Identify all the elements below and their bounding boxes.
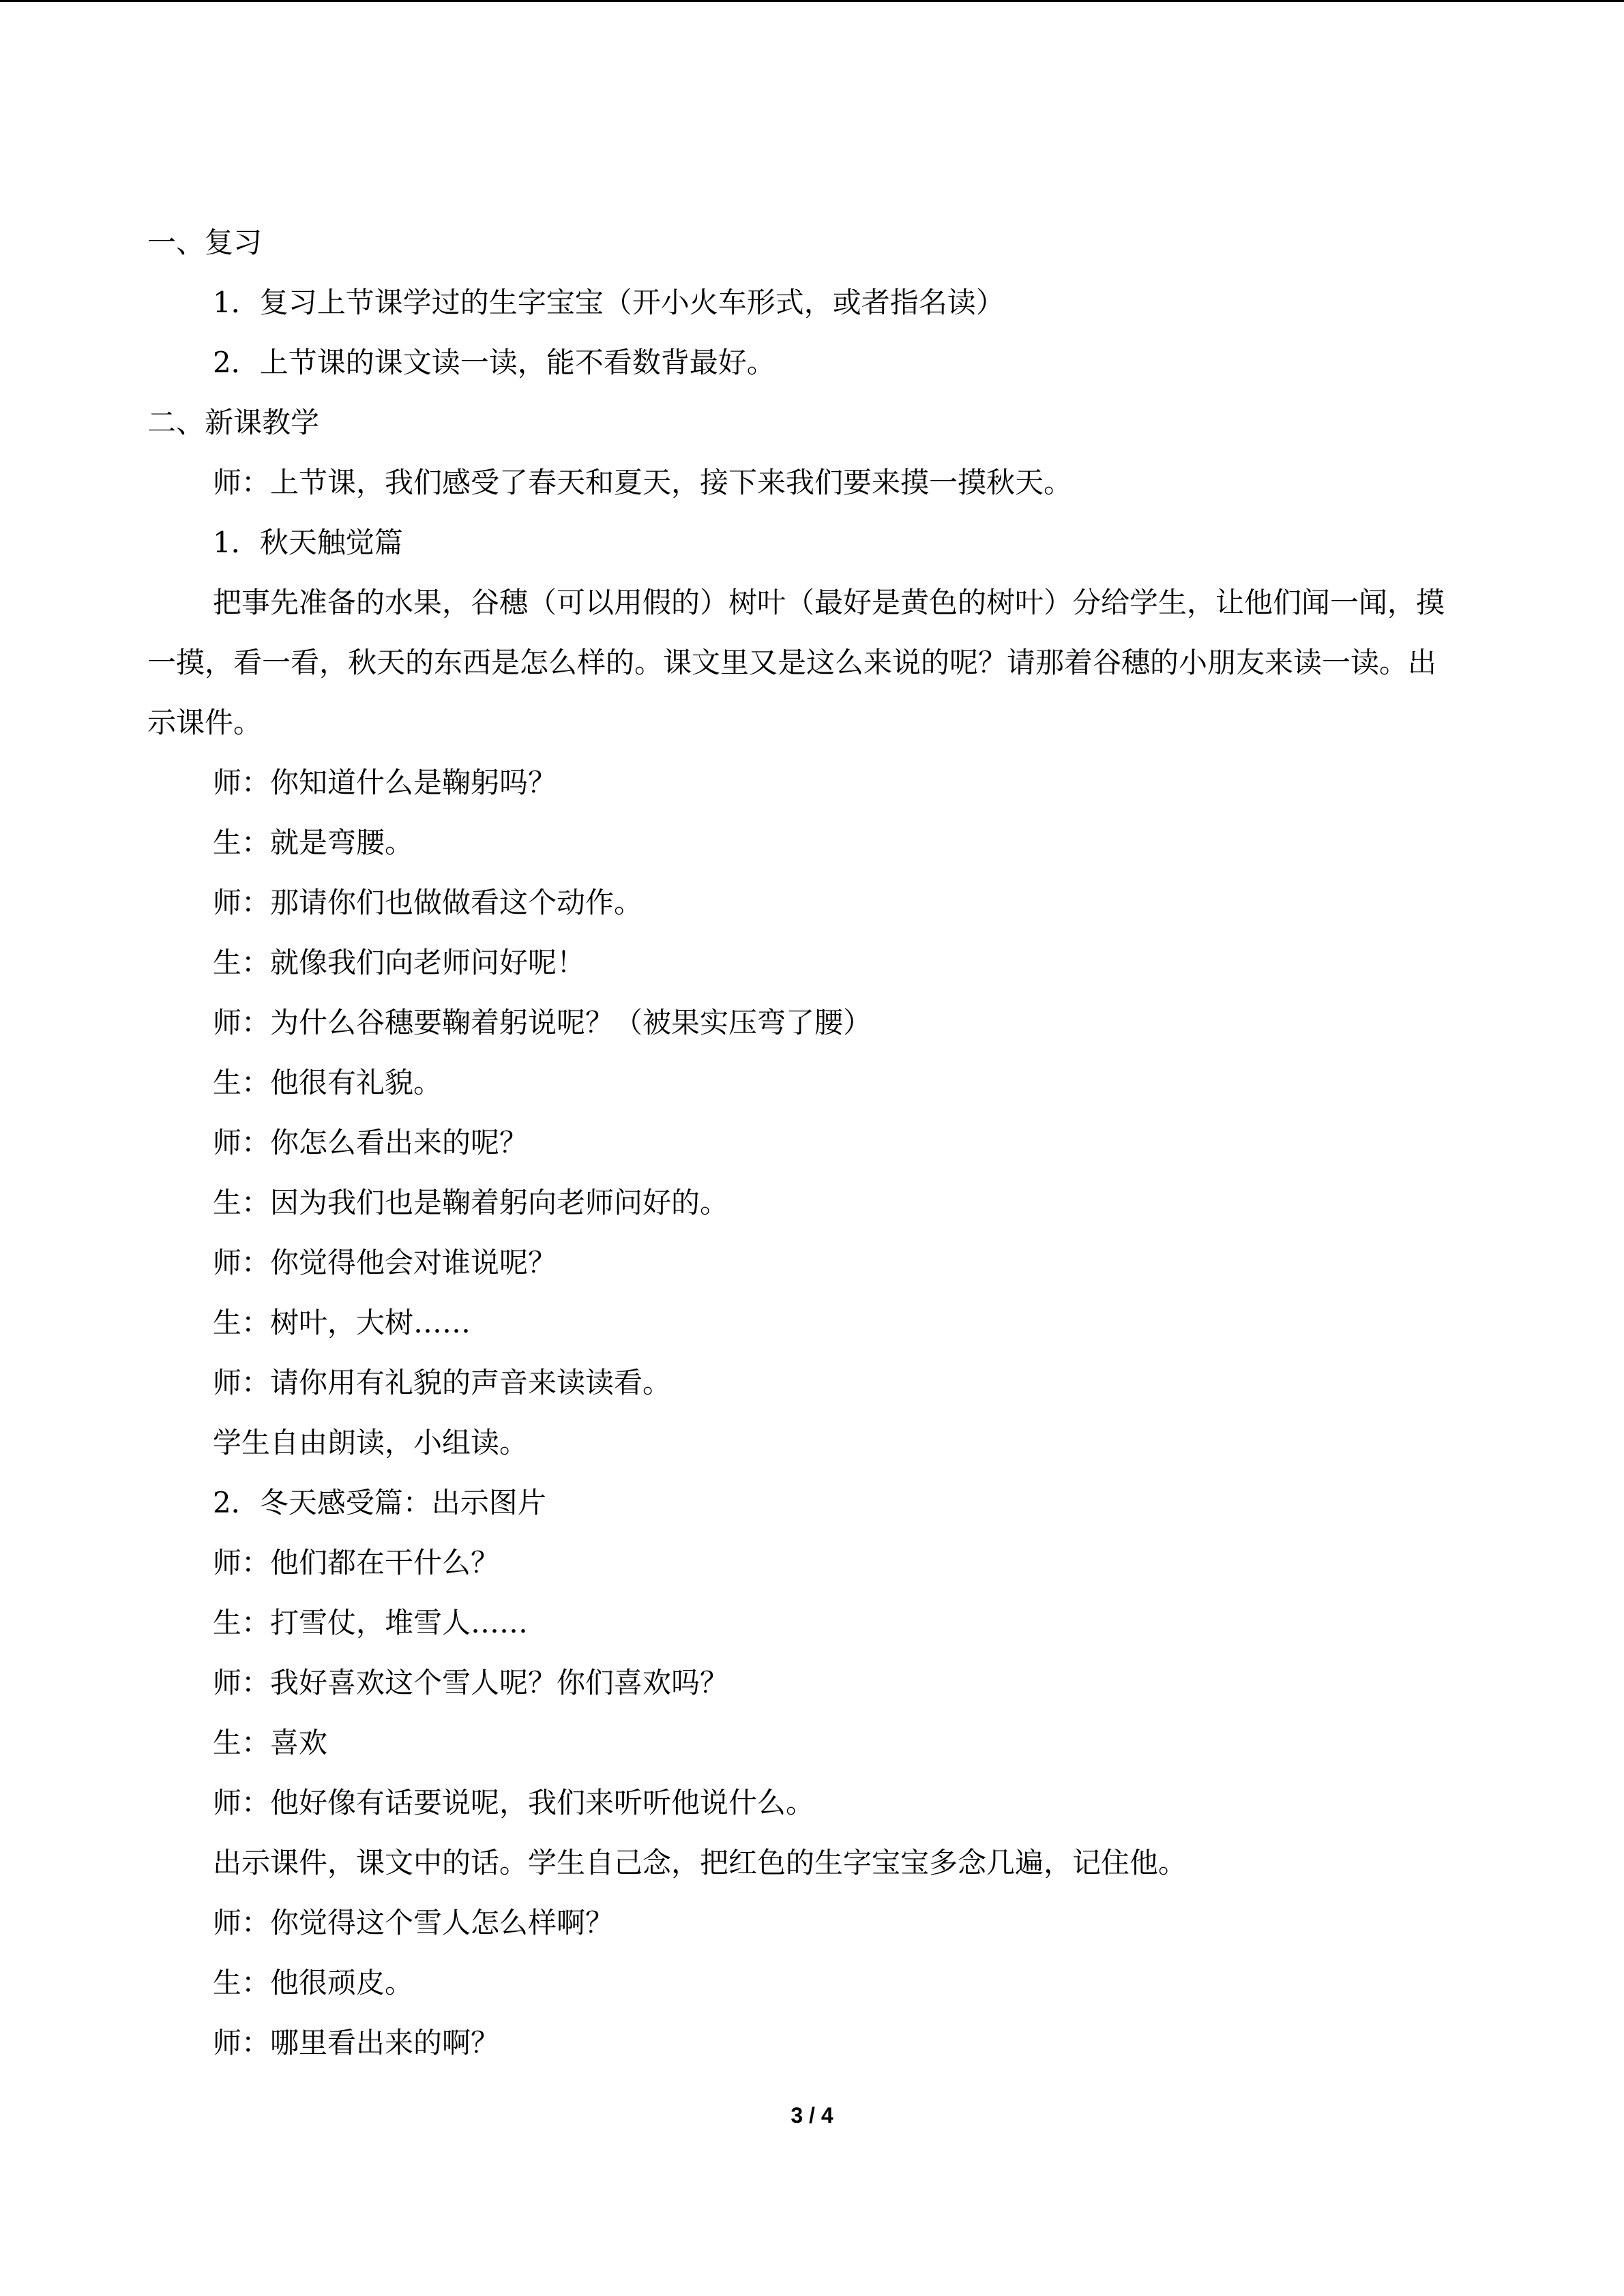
dialogue-line: 师：他好像有话要说呢，我们来听听他说什么。 bbox=[213, 1786, 815, 1819]
review-item-2: 2．上节课的课文读一读，能不看数背最好。 bbox=[213, 346, 776, 379]
dialogue-line: 师：我好喜欢这个雪人呢？你们喜欢吗？ bbox=[213, 1666, 729, 1699]
section-heading-review: 一、复习 bbox=[147, 226, 263, 259]
dialogue-line: 生：树叶，大树…… bbox=[213, 1306, 471, 1339]
dialogue-line: 生：他很有礼貌。 bbox=[213, 1066, 443, 1099]
dialogue-line: 师：你怎么看出来的呢？ bbox=[213, 1126, 529, 1159]
dialogue-line: 师：为什么谷穗要鞠着躬说呢？（被果实压弯了腰） bbox=[213, 1006, 872, 1039]
dialogue-line: 生：就像我们向老师问好呢！ bbox=[213, 946, 586, 979]
review-item-1: 1．复习上节课学过的生字宝宝（开小火车形式，或者指名读） bbox=[213, 286, 1005, 319]
instruction-line: 学生自由朗读，小组读。 bbox=[213, 1426, 529, 1459]
dialogue-line: 师：他们都在干什么？ bbox=[213, 1546, 500, 1579]
top-border-line bbox=[0, 0, 1624, 2]
subsection-heading-winter: 2．冬天感受篇：出示图片 bbox=[213, 1486, 546, 1519]
dialogue-line: 生：喜欢 bbox=[213, 1726, 328, 1759]
autumn-activity-paragraph: 把事先准备的水果，谷穗（可以用假的）树叶（最好是黄色的树叶）分给学生，让他们闻一闻，摸一摸，看一看，秋天的东西是怎么样的。课文里又是这么来说的呢？请那着谷穗的小朋友来读一读。出示课件。 bbox=[147, 586, 1445, 739]
dialogue-line: 师：那请你们也做做看这个动作。 bbox=[213, 886, 643, 919]
dialogue-line: 师：请你用有礼貌的声音来读读看。 bbox=[213, 1366, 672, 1399]
page-number: 3 / 4 bbox=[791, 2103, 833, 2128]
dialogue-line: 生：打雪仗，堆雪人…… bbox=[213, 1606, 529, 1639]
instruction-line: 出示课件，课文中的话。学生自己念，把红色的生字宝宝多念几遍，记住他。 bbox=[213, 1846, 1187, 1879]
document-body bbox=[147, 213, 1457, 2073]
subsection-heading-autumn: 1．秋天触觉篇 bbox=[213, 526, 403, 559]
dialogue-line: 师：上节课，我们感受了春天和夏天，接下来我们要来摸一摸秋天。 bbox=[213, 466, 1073, 499]
dialogue-line: 师：你知道什么是鞠躬吗？ bbox=[213, 766, 557, 799]
dialogue-line: 师：哪里看出来的啊？ bbox=[213, 2026, 500, 2059]
dialogue-line: 生：因为我们也是鞠着躬向老师问好的。 bbox=[213, 1186, 729, 1219]
section-heading-new-lesson: 二、新课教学 bbox=[147, 406, 320, 439]
dialogue-line: 师：你觉得这个雪人怎么样啊？ bbox=[213, 1906, 615, 1939]
dialogue-line: 生：他很顽皮。 bbox=[213, 1966, 414, 1999]
dialogue-line: 师：你觉得他会对谁说呢？ bbox=[213, 1246, 557, 1279]
dialogue-line: 生：就是弯腰。 bbox=[213, 826, 414, 859]
